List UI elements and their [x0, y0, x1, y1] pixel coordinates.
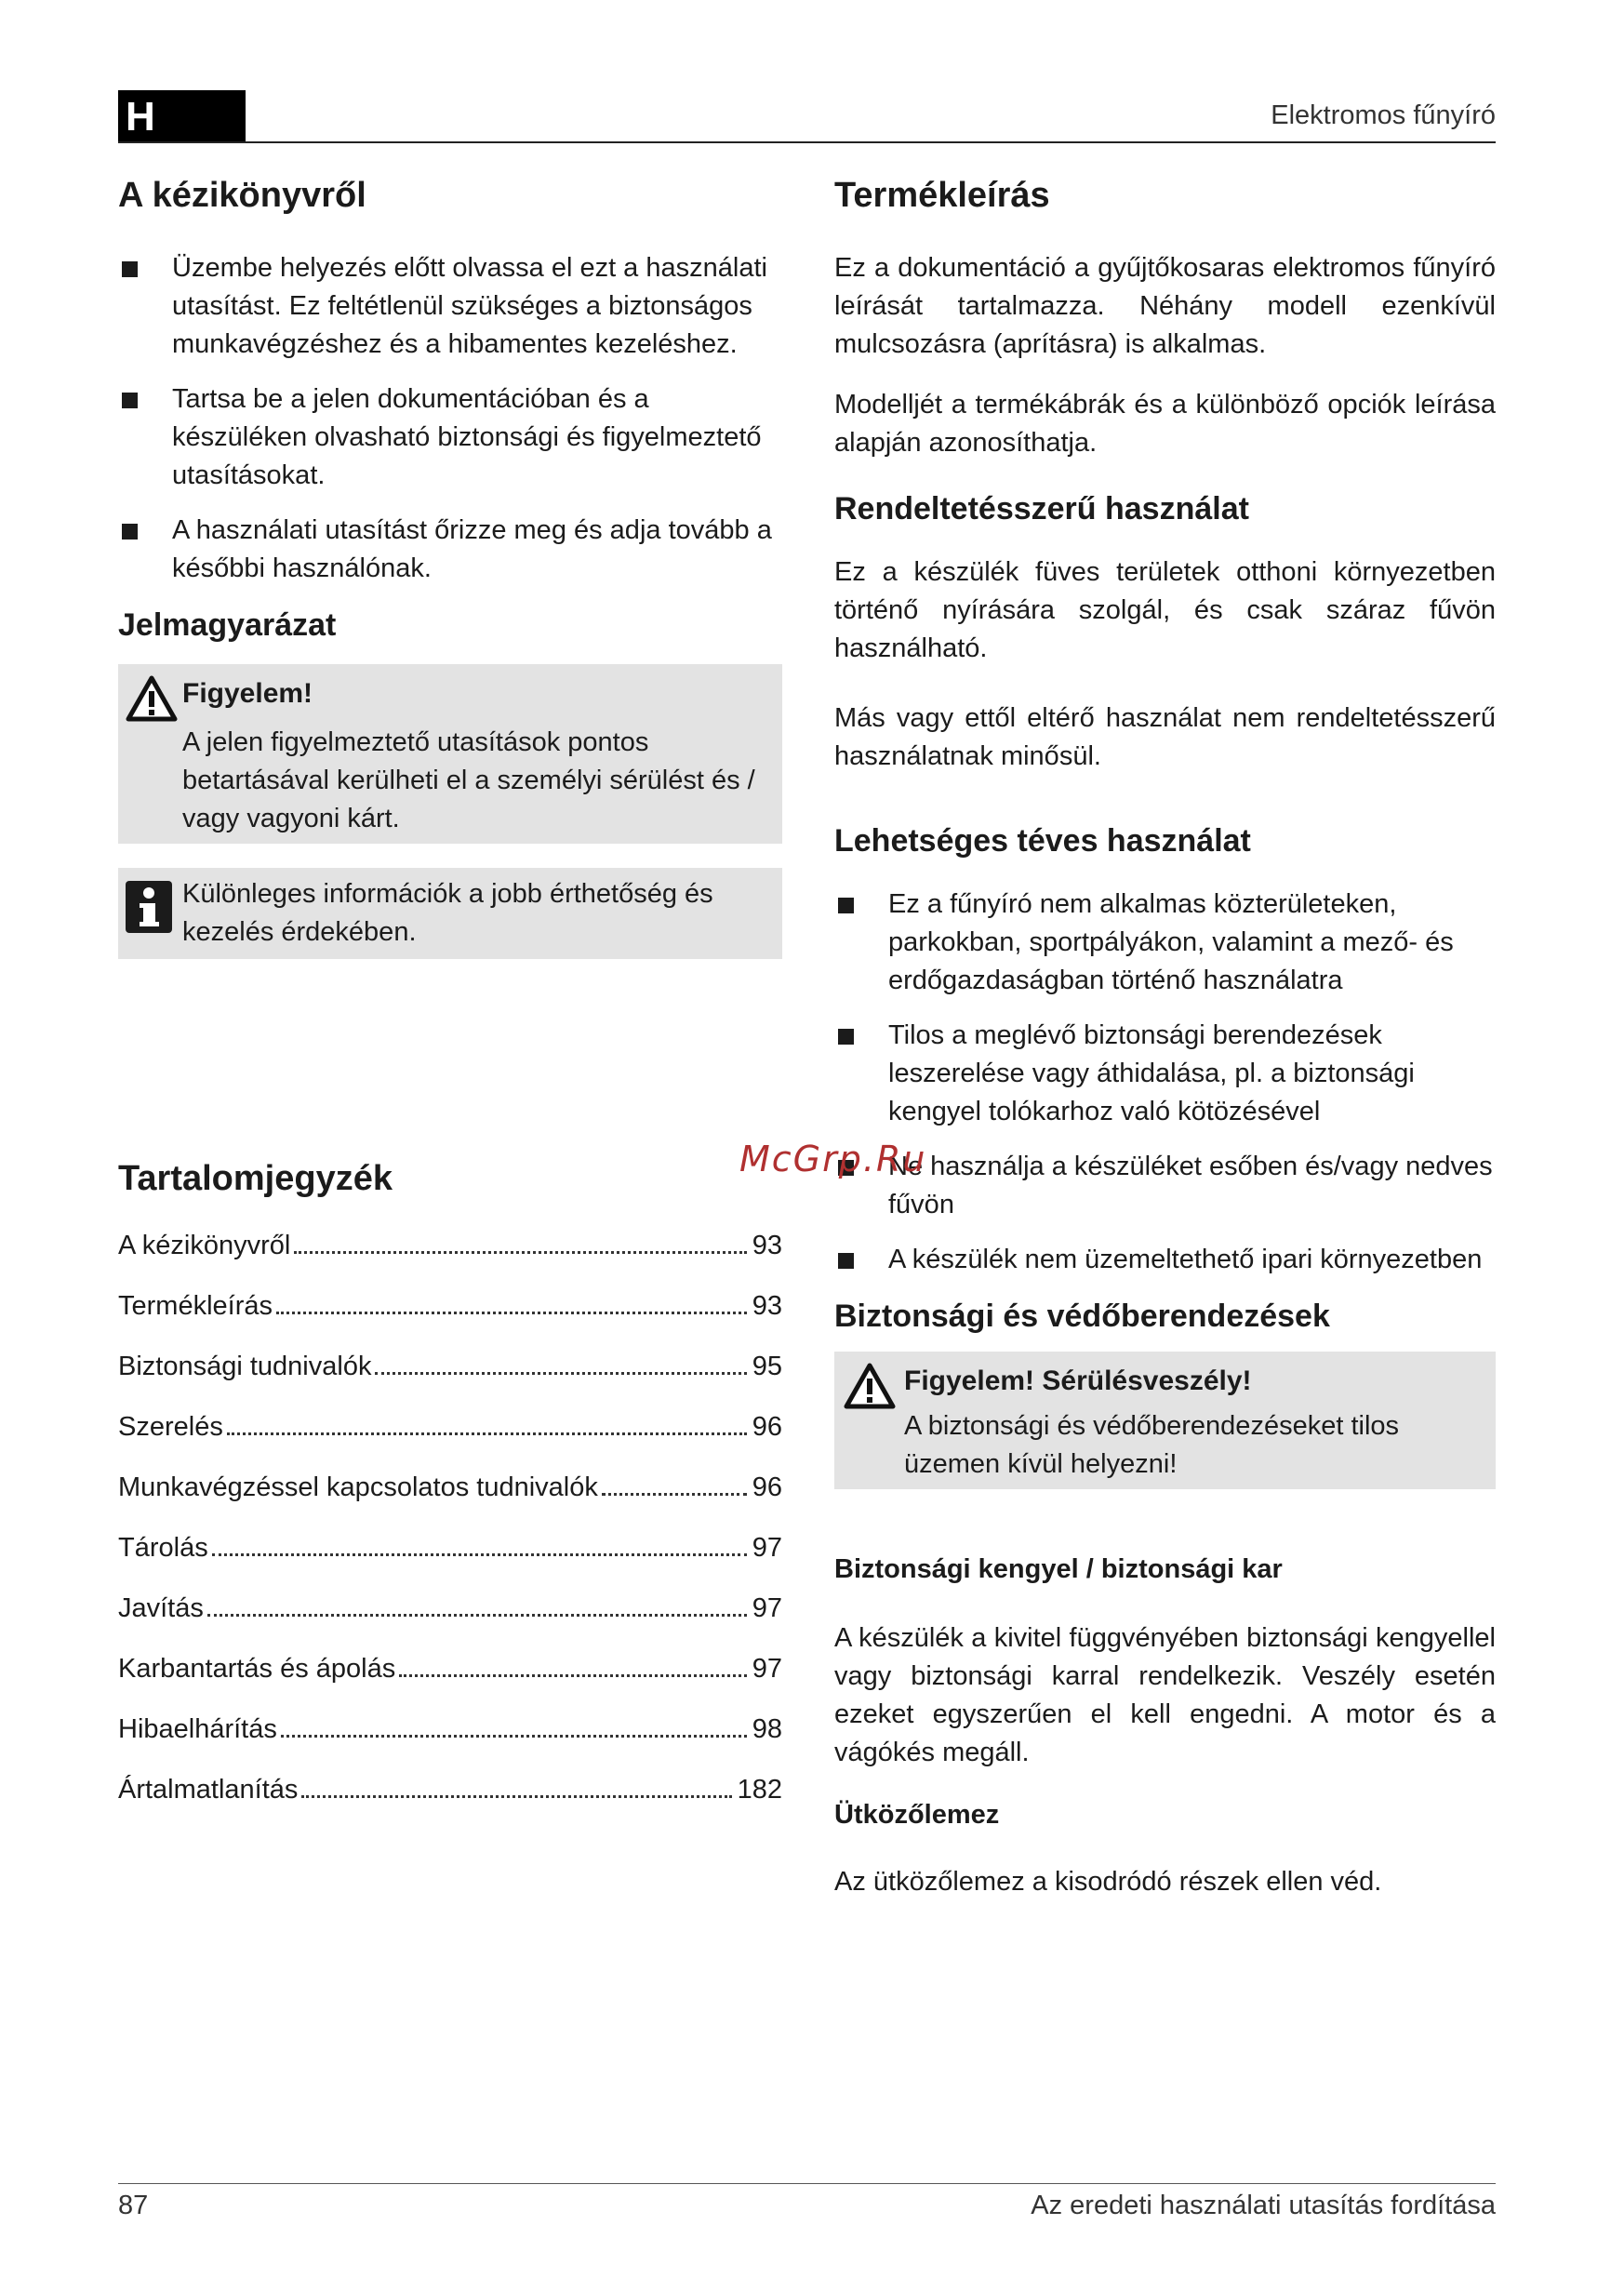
info-icon	[126, 881, 172, 938]
bullet-square-icon	[838, 898, 854, 913]
list-item: A használati utasítást őrizze meg és adja tovább a későbbi használónak.	[118, 512, 782, 588]
toc-entry[interactable]: Biztonsági tudnivalók 95	[118, 1352, 782, 1381]
warning-triangle-icon	[844, 1363, 896, 1414]
toc-entry[interactable]: Karbantartás és ápolás 97	[118, 1654, 782, 1684]
bullet-square-icon	[838, 1253, 854, 1269]
page-number: 87	[118, 2191, 149, 2220]
misuse-list	[834, 886, 1496, 1279]
footer-note: Az eredeti használati utasítás fordítása	[1031, 2191, 1496, 2220]
deflector-heading: Ütközőlemez	[834, 1800, 1000, 1830]
list-item: A készülék nem üzemeltethető ipari környezetben	[834, 1241, 1496, 1279]
warning-triangle-icon	[126, 675, 178, 726]
toc-entry[interactable]: Munkavégzéssel kapcsolatos tudnivalók 96	[118, 1472, 782, 1502]
safety-heading: Biztonsági és védőberendezések	[834, 1299, 1330, 1334]
list-item: Üzembe helyezés előtt olvassa el ezt a használati utasítást. Ez feltétlenül szükséges a biztonságos munkavégzéshez és a hibamentes kezeléshez.	[118, 249, 782, 364]
product-heading: Termékleírás	[834, 176, 1050, 215]
about-list	[118, 249, 782, 588]
list-item: Ne használja a készüléket esőben és/vagy nedves fűvön	[834, 1148, 1496, 1224]
warning-text: A jelen figyelmeztető utasítások pontos betartásával kerülheti el a személyi sérülést és / vagy vagyoni kárt.	[182, 727, 755, 833]
intended-use-heading: Rendeltetésszerű használat	[834, 491, 1249, 526]
list-item: Ez a fűnyíró nem alkalmas közterületeken, parkokban, sportpályákon, valamint a mező- és erdőgazdaságban történő használatra	[834, 886, 1496, 1000]
toc-entry[interactable]: Ártalmatlanítás 182	[118, 1775, 782, 1805]
document-title: Elektromos fűnyíró	[1271, 100, 1496, 130]
warning-title: Figyelem!	[182, 678, 313, 709]
toc-entry[interactable]: Termékleírás 93	[118, 1291, 782, 1321]
legend-heading: Jelmagyarázat	[118, 607, 337, 643]
toc-entry[interactable]: Tárolás 97	[118, 1533, 782, 1563]
watermark: McGrp.Ru	[739, 1139, 927, 1179]
info-text: Különleges információk a jobb érthetőség és kezelés érdekében.	[182, 879, 713, 947]
right-column	[834, 173, 1496, 1901]
toc-list	[118, 1227, 782, 1809]
about-heading: A kézikönyvről	[118, 176, 366, 215]
product-paragraph: Ez a dokumentáció a gyűjtőkosaras elektromos fűnyíró leírását tartalmazza. Néhány modell ezenkívül mulcsozásra (aprításra) is alkalmas.	[834, 253, 1496, 359]
product-paragraph: Modelljét a termékábrák és a különböző opciók leírása alapján azonosíthatja.	[834, 390, 1496, 458]
header-divider	[118, 141, 1496, 143]
warning-box	[118, 664, 782, 844]
list-item: Tartsa be a jelen dokumentációban és a készüléken olvasható biztonsági és figyelmeztető utasításokat.	[118, 380, 782, 495]
intended-use-paragraph: Más vagy ettől eltérő használat nem rendeltetésszerű használatnak minősül.	[834, 703, 1496, 771]
info-box	[118, 868, 782, 959]
bullet-square-icon	[122, 524, 138, 540]
warning-text: A biztonsági és védőberendezéseket tilos üzemen kívül helyezni!	[904, 1411, 1400, 1479]
left-column	[118, 173, 782, 1832]
language-tab: H	[118, 90, 246, 143]
safety-bar-heading: Biztonsági kengyel / biztonsági kar	[834, 1554, 1283, 1584]
toc-entry[interactable]: Hibaelhárítás 98	[118, 1714, 782, 1744]
intended-use-paragraph: Ez a készülék füves területek otthoni környezetben történő nyírására szolgál, és csak száraz fűvön használható.	[834, 557, 1496, 663]
safety-bar-paragraph: A készülék a kivitel függvényében biztonsági kengyellel vagy biztonsági karral rendelkezik. Veszély esetén ezeket egyszerűen el kell engedni. A motor és a vágókés megáll.	[834, 1623, 1496, 1767]
bullet-square-icon	[122, 393, 138, 408]
warning-box	[834, 1352, 1496, 1489]
footer-divider	[118, 2183, 1496, 2184]
warning-title: Figyelem! Sérülésveszély!	[904, 1365, 1252, 1396]
toc-entry[interactable]: Szerelés 96	[118, 1412, 782, 1442]
bullet-square-icon	[122, 261, 138, 277]
misuse-heading: Lehetséges téves használat	[834, 823, 1251, 859]
toc-entry[interactable]: Javítás 97	[118, 1593, 782, 1623]
list-item: Tilos a meglévő biztonsági berendezések leszerelése vagy áthidalása, pl. a biztonsági kengyel tolókarhoz való kötözésével	[834, 1017, 1496, 1131]
toc-entry[interactable]: A kézikönyvről 93	[118, 1231, 782, 1260]
deflector-paragraph: Az ütközőlemez a kisodródó részek ellen véd.	[834, 1867, 1382, 1897]
bullet-square-icon	[838, 1029, 854, 1045]
toc-heading: Tartalomjegyzék	[118, 1159, 393, 1198]
